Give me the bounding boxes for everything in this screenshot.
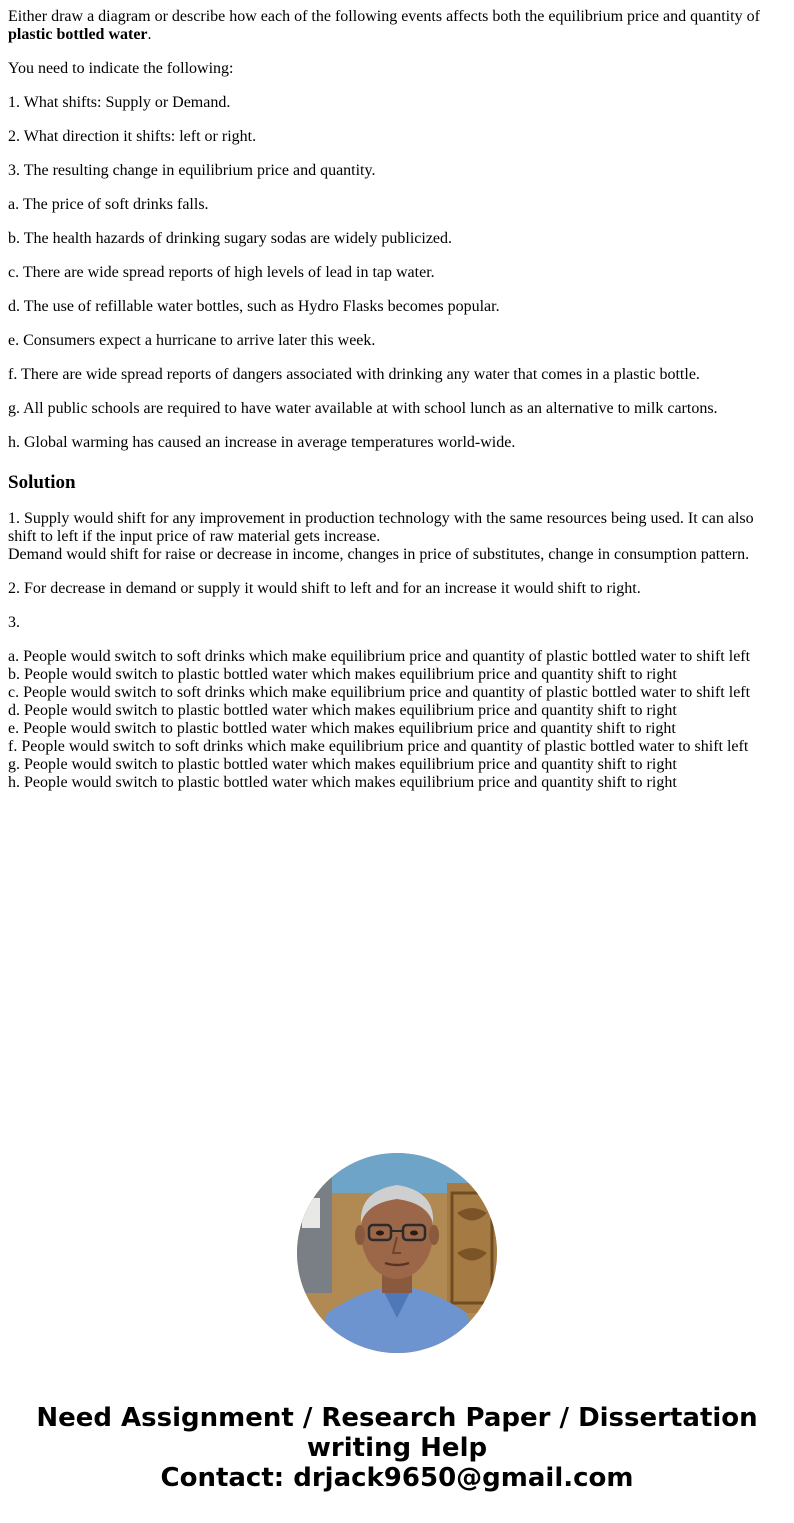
requirement-item: 1. What shifts: Supply or Demand. <box>8 94 231 111</box>
answer-item: g. People would switch to plastic bottled water which makes equilibrium price and quantity shift to right <box>8 756 677 773</box>
question-intro <box>8 8 778 44</box>
event-item: f. There are wide spread reports of dangers associated with drinking any water that comes in a plastic bottle. <box>8 366 700 383</box>
event-item: a. The price of soft drinks falls. <box>8 196 209 213</box>
event-item: h. Global warming has caused an increase in average temperatures world-wide. <box>8 434 516 451</box>
footer-line-2: writing Help <box>306 1433 488 1463</box>
solution-point-1-supply: 1. Supply would shift for any improvement in production technology with the same resources being used. It can also shift to left if the input price of raw material gets increase. <box>8 510 754 545</box>
document-content <box>8 8 778 792</box>
answer-item: b. People would switch to plastic bottled water which makes equilibrium price and quantity shift to right <box>8 666 677 683</box>
intro-bold-term: plastic bottled water <box>8 26 148 43</box>
tutor-portrait-image <box>297 1153 497 1353</box>
solution-point-1-demand: Demand would shift for raise or decrease in income, changes in price of substitutes, change in consumption pattern. <box>8 546 750 563</box>
event-item: g. All public schools are required to have water available at with school lunch as an alternative to milk cartons. <box>8 400 718 417</box>
intro-suffix: . <box>147 26 152 43</box>
requirement-item: 2. What direction it shifts: left or right. <box>8 128 257 145</box>
event-item: c. There are wide spread reports of high levels of lead in tap water. <box>8 264 435 281</box>
solution-point-2: 2. For decrease in demand or supply it would shift to left and for an increase it would shift to right. <box>8 580 641 597</box>
requirement-item: 3. The resulting change in equilibrium price and quantity. <box>8 162 376 179</box>
solution-point-1 <box>8 510 778 564</box>
indicate-text: You need to indicate the following: <box>8 60 234 77</box>
footer-contact: Contact: drjack9650@gmail.com <box>160 1463 634 1493</box>
event-item: e. Consumers expect a hurricane to arrive later this week. <box>8 332 376 349</box>
solution-point-3: 3. <box>8 614 20 631</box>
answer-item: d. People would switch to plastic bottled water which makes equilibrium price and quantity shift to right <box>8 702 677 719</box>
tutor-avatar <box>297 1153 497 1353</box>
answer-item: e. People would switch to plastic bottled water which makes equilibrium price and quantity shift to right <box>8 720 676 737</box>
answer-item: a. People would switch to soft drinks which make equilibrium price and quantity of plastic bottled water to shift left <box>8 648 751 665</box>
event-item: d. The use of refillable water bottles, such as Hydro Flasks becomes popular. <box>8 298 500 315</box>
answer-item: f. People would switch to soft drinks which make equilibrium price and quantity of plastic bottled water to shift left <box>8 738 749 755</box>
answer-item: h. People would switch to plastic bottled water which makes equilibrium price and quantity shift to right <box>8 774 677 791</box>
solution-heading: Solution <box>8 472 76 493</box>
event-item: b. The health hazards of drinking sugary sodas are widely publicized. <box>8 230 453 247</box>
answer-list <box>8 648 778 792</box>
footer-line-1: Need Assignment / Research Paper / Dissertation <box>36 1403 758 1433</box>
intro-text: Either draw a diagram or describe how each of the following events affects both the equilibrium price and quantity of <box>8 8 760 25</box>
footer-banner <box>0 1403 794 1493</box>
answer-item: c. People would switch to soft drinks which make equilibrium price and quantity of plastic bottled water to shift left <box>8 684 751 701</box>
